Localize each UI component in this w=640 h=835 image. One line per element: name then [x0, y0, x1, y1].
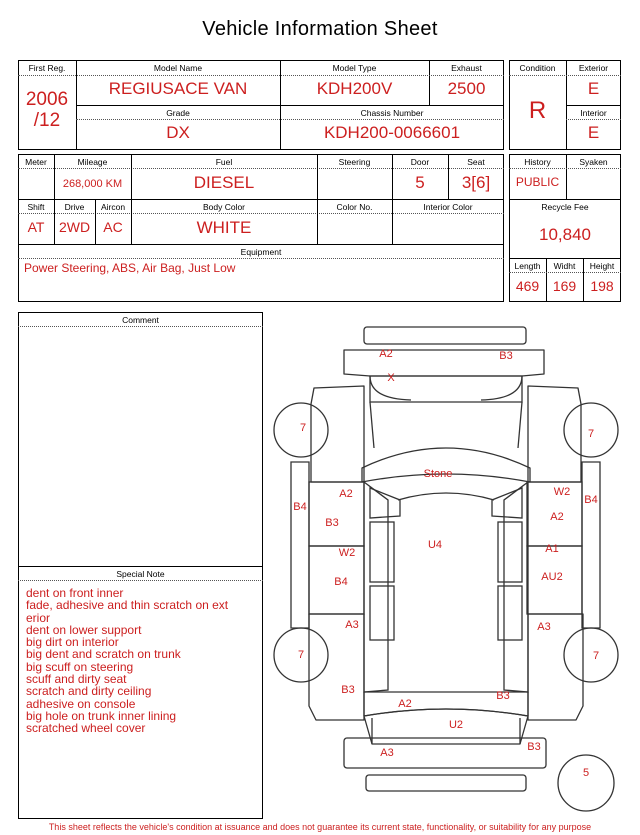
body-color-value: WHITE [196, 218, 252, 237]
mark-right-a2: A2 [550, 511, 564, 523]
body-color-label: Body Color [202, 202, 246, 212]
mark-hood-x: X [387, 372, 395, 384]
width-value: 169 [552, 278, 577, 294]
mark-tire-front-right: 7 [587, 428, 595, 440]
interior-label: Interior [580, 108, 607, 118]
mark-left-w2: W2 [338, 547, 356, 559]
exhaust-label: Exhaust [451, 63, 482, 73]
note-line: big dent and scratch on trunk [26, 647, 181, 662]
recycle-fee-value: 10,840 [539, 225, 591, 244]
mark-left-b4: B4 [334, 576, 348, 588]
model-type-value: KDH200V [316, 79, 393, 98]
note-line: dent on front inner [26, 586, 124, 600]
shift-value: AT [27, 219, 45, 235]
height-label: Height [589, 261, 615, 271]
mark-roof: U4 [427, 539, 443, 551]
note-line: dent on lower support [26, 622, 142, 637]
note-line: big dirt on interior [26, 635, 119, 650]
exterior-value: E [587, 79, 600, 98]
disclaimer-footer: This sheet reflects the vehicle's condition at issuance and does not guarantee its current state, functionality, or suitability for any purpose [48, 822, 592, 832]
first-reg-year: 2006 [25, 89, 69, 110]
mark-rear-u2: U2 [448, 719, 464, 731]
mark-rear-left-b3: B3 [341, 684, 355, 696]
exterior-label: Exterior [578, 63, 609, 73]
mark-tire-front-left: 7 [299, 422, 307, 434]
mark-right-mirror-b4: B4 [584, 494, 598, 506]
door-value: 5 [415, 173, 425, 192]
special-note-list [26, 587, 262, 735]
mark-rear-right-b3: B3 [496, 690, 510, 702]
note-line: scratched wheel cover [26, 721, 146, 736]
aircon-value: AC [103, 219, 123, 235]
mark-tire-rear-left: 7 [297, 649, 305, 661]
steering-label: Steering [338, 157, 371, 167]
mark-front-bumper-b3: B3 [499, 350, 513, 362]
meter-label: Meter [25, 157, 47, 167]
height-value: 198 [590, 278, 614, 294]
equipment-label: Equipment [240, 247, 282, 257]
chassis-label: Chassis Number [360, 108, 424, 118]
note-line: adhesive on console [26, 696, 136, 711]
grade-value: DX [166, 123, 190, 142]
model-type-label: Model Type [332, 63, 377, 73]
first-reg-label: First Reg. [28, 63, 66, 73]
note-line: big scuff on steering [26, 659, 134, 674]
length-label: Length [514, 261, 541, 271]
vehicle-damage-diagram [266, 318, 626, 820]
width-label: Widht [553, 261, 576, 271]
seat-value: 3[6] [461, 173, 491, 192]
mark-tire-rear-right: 7 [592, 650, 600, 662]
aircon-label: Aircon [100, 202, 126, 212]
mark-front-bumper-a2: A2 [379, 348, 393, 360]
shift-label: Shift [27, 202, 45, 212]
mark-rear-bumper-b3: B3 [527, 741, 541, 753]
mark-rear-bumper-a3: A3 [380, 747, 394, 759]
history-label: History [524, 157, 551, 167]
note-line: scratch and dirty ceiling [26, 684, 152, 699]
drive-label: Drive [64, 202, 85, 212]
interior-value: E [587, 123, 600, 142]
seat-label: Seat [467, 157, 485, 167]
door-label: Door [410, 157, 430, 167]
note-line: erior [26, 610, 51, 625]
history-value: PUBLIC [515, 175, 560, 189]
chassis-value: KDH200-0066601 [323, 123, 461, 142]
mark-left-a2: A2 [339, 488, 353, 500]
mark-right-a1: A1 [545, 543, 559, 555]
note-line: scuff and dirty seat [26, 672, 127, 687]
condition-label: Condition [519, 63, 556, 73]
mark-left-a3: A3 [345, 619, 359, 631]
grade-label: Grade [166, 108, 190, 118]
mark-right-au2: AU2 [541, 571, 563, 583]
model-name-label: Model Name [153, 63, 203, 73]
first-reg-month: /12 [33, 110, 61, 131]
special-note-label: Special Note [116, 569, 165, 579]
mark-right-w2: W2 [553, 486, 571, 498]
note-line: fade, adhesive and thin scratch on ext [26, 598, 229, 613]
mark-left-mirror-b4: B4 [293, 501, 307, 513]
fuel-value: DIESEL [193, 173, 255, 192]
mark-rear-a2: A2 [398, 698, 412, 710]
note-line: big hole on trunk inner lining [26, 708, 177, 723]
mileage-label: Mileage [77, 157, 108, 167]
color-no-label: Color No. [336, 202, 373, 212]
fuel-label: Fuel [215, 157, 233, 167]
drive-value: 2WD [58, 219, 91, 235]
recycle-fee-label: Recycle Fee [541, 202, 589, 212]
mark-spare-tire: 5 [582, 767, 590, 779]
model-name-value: REGIUSACE VAN [108, 79, 248, 98]
mark-windshield: Stone [423, 468, 453, 480]
mileage-value: 268,000 KM [62, 178, 123, 190]
comment-label: Comment [122, 315, 159, 325]
mark-left-b3: B3 [325, 517, 339, 529]
exhaust-value: 2500 [447, 79, 486, 98]
interior-color-label: Interior Color [423, 202, 473, 212]
condition-value: R [528, 97, 547, 124]
equipment-value: Power Steering, ABS, Air Bag, Just Low [24, 261, 236, 275]
mark-right-a3: A3 [537, 621, 551, 633]
syaken-label: Syaken [579, 157, 608, 167]
length-value: 469 [515, 278, 540, 294]
page-title: Vehicle Information Sheet [202, 18, 438, 40]
